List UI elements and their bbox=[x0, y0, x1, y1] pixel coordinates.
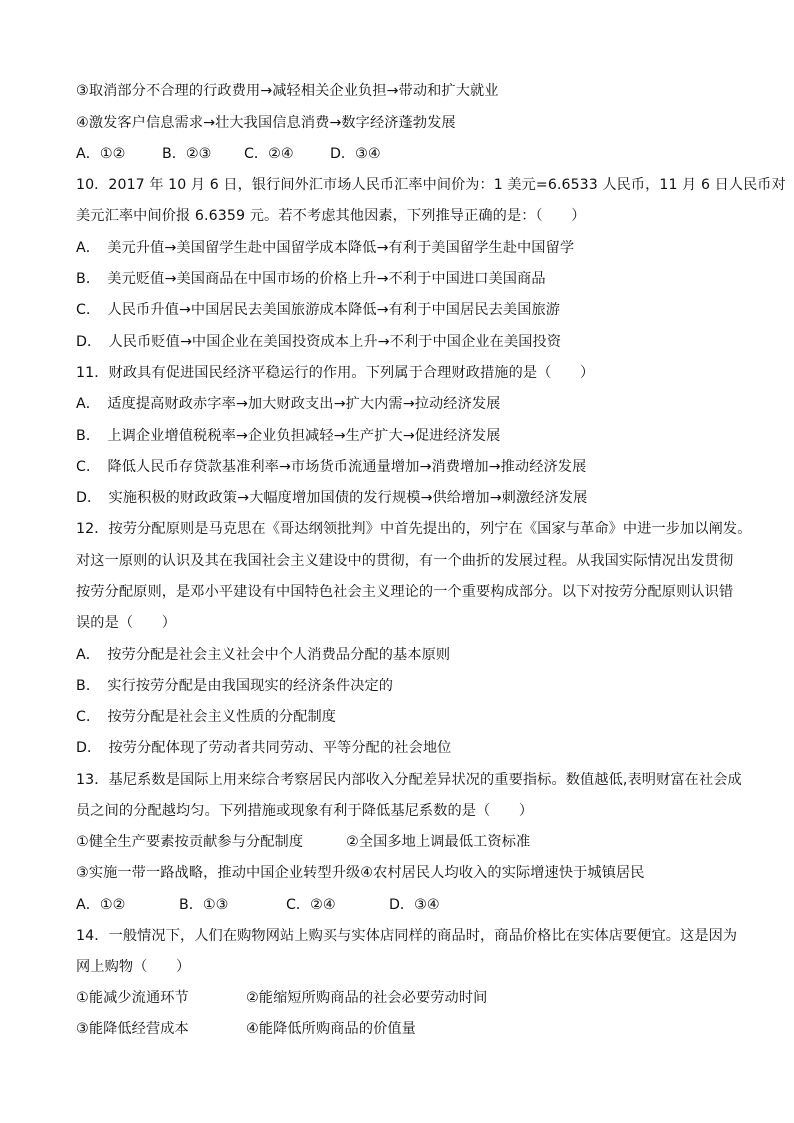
q14-items-line2: ③能降低经营成本 ④能降低所购商品的价值量 bbox=[76, 1021, 416, 1037]
q14-stem-line1: 14．一般情况下，人们在购物网站上购买与实体店同样的商品时，商品价格比在实体店要便宜。这是因为 bbox=[76, 928, 738, 944]
q13-stem-line2: 员之间的分配越均匀。下列措施或现象有利于降低基尼系数的是（ ） bbox=[76, 803, 534, 819]
q10-option-a: A． 美元升值→美国留学生赴中国留学成本降低→有利于美国留学生赴中国留学 bbox=[76, 240, 575, 256]
q13-choice-d: D．③④ bbox=[389, 897, 440, 913]
q12-stem-line2: 对这一原则的认识及其在我国社会主义建设中的贯彻，有一个曲折的发展过程。从我国实际情况出发贯彻 bbox=[76, 553, 734, 569]
q9-choice-b: B．②③ bbox=[162, 146, 212, 162]
q9-choice-d: D．③④ bbox=[330, 146, 381, 162]
q10-option-c: C． 人民币升值→中国居民去美国旅游成本降低→有利于中国居民去美国旅游 bbox=[76, 302, 561, 318]
q9-choice-a: A．①② bbox=[76, 146, 126, 162]
q12-stem-line4: 误的是（ ） bbox=[76, 615, 177, 631]
q11-option-d: D． 实施积极的财政政策→大幅度增加国债的发行规模→供给增加→刺激经济发展 bbox=[76, 490, 588, 506]
q13-choice-a: A．①② bbox=[76, 897, 126, 913]
q13-choice-c: C．②④ bbox=[286, 897, 336, 913]
q11-option-a: A． 适度提高财政赤字率→加大财政支出→扩大内需→拉动经济发展 bbox=[76, 396, 501, 412]
q9-item-3: ③取消部分不合理的行政费用→减轻相关企业负担→带动和扩大就业 bbox=[76, 83, 499, 99]
q14-stem-line2: 网上购物（ ） bbox=[76, 959, 191, 975]
q11-option-c: C． 降低人民币存贷款基准利率→市场货币流通量增加→消费增加→推动经济发展 bbox=[76, 459, 587, 475]
q9-item-4: ④激发客户信息需求→壮大我国信息消费→数字经济蓬勃发展 bbox=[76, 115, 456, 131]
q13-stem-line1: 13．基尼系数是国际上用来综合考察居民内部收入分配差异状况的重要指标。数值越低,表明财富在社会成 bbox=[76, 772, 742, 788]
q10-stem-line2: 美元汇率中间价报 6.6359 元。若不考虑其他因素，下列推导正确的是：（ ） bbox=[76, 208, 586, 224]
q10-option-d: D． 人民币贬值→中国企业在美国投资成本上升→不利于中国企业在美国投资 bbox=[76, 334, 562, 350]
q11-stem: 11．财政具有促进国民经济平稳运行的作用。下列属于合理财政措施的是（ ） bbox=[76, 365, 595, 381]
q12-option-a: A． 按劳分配是社会主义社会中个人消费品分配的基本原则 bbox=[76, 647, 451, 663]
q13-items-line2: ③实施一带一路战略，推动中国企业转型升级④农村居民人均收入的实际增速快于城镇居民 bbox=[76, 865, 645, 881]
q11-option-b: B． 上调企业增值税税率→企业负担减轻→生产扩大→促进经济发展 bbox=[76, 428, 501, 444]
q14-items-line1: ①能减少流通环节 ②能缩短所购商品的社会必要劳动时间 bbox=[76, 990, 488, 1006]
q12-option-d: D． 按劳分配体现了劳动者共同劳动、平等分配的社会地位 bbox=[76, 740, 452, 756]
q13-choice-b: B．①③ bbox=[179, 897, 229, 913]
q9-choice-c: C．②④ bbox=[244, 146, 294, 162]
q10-option-b: B． 美元贬值→美国商品在中国市场的价格上升→不利于中国进口美国商品 bbox=[76, 271, 546, 287]
q12-option-b: B． 实行按劳分配是由我国现实的经济条件决定的 bbox=[76, 678, 394, 694]
q10-stem-line1: 10．2017 年 10 月 6 日，银行间外汇市场人民币汇率中间价为：1 美元=6.6533 人民币，11 月 6 日人民币对 bbox=[76, 177, 786, 193]
q13-items-line1: ①健全生产要素按贡献参与分配制度 ②全国多地上调最低工资标准 bbox=[76, 834, 531, 850]
q12-stem-line1: 12．按劳分配原则是马克思在《哥达纲领批判》中首先提出的，列宁在《国家与革命》中进一步加以阐发。 bbox=[76, 521, 752, 537]
q12-stem-line3: 按劳分配原则，是邓小平建设有中国特色社会主义理论的一个重要构成部分。以下对按劳分配原则认识错 bbox=[76, 584, 734, 600]
q12-option-c: C． 按劳分配是社会主义性质的分配制度 bbox=[76, 709, 337, 725]
